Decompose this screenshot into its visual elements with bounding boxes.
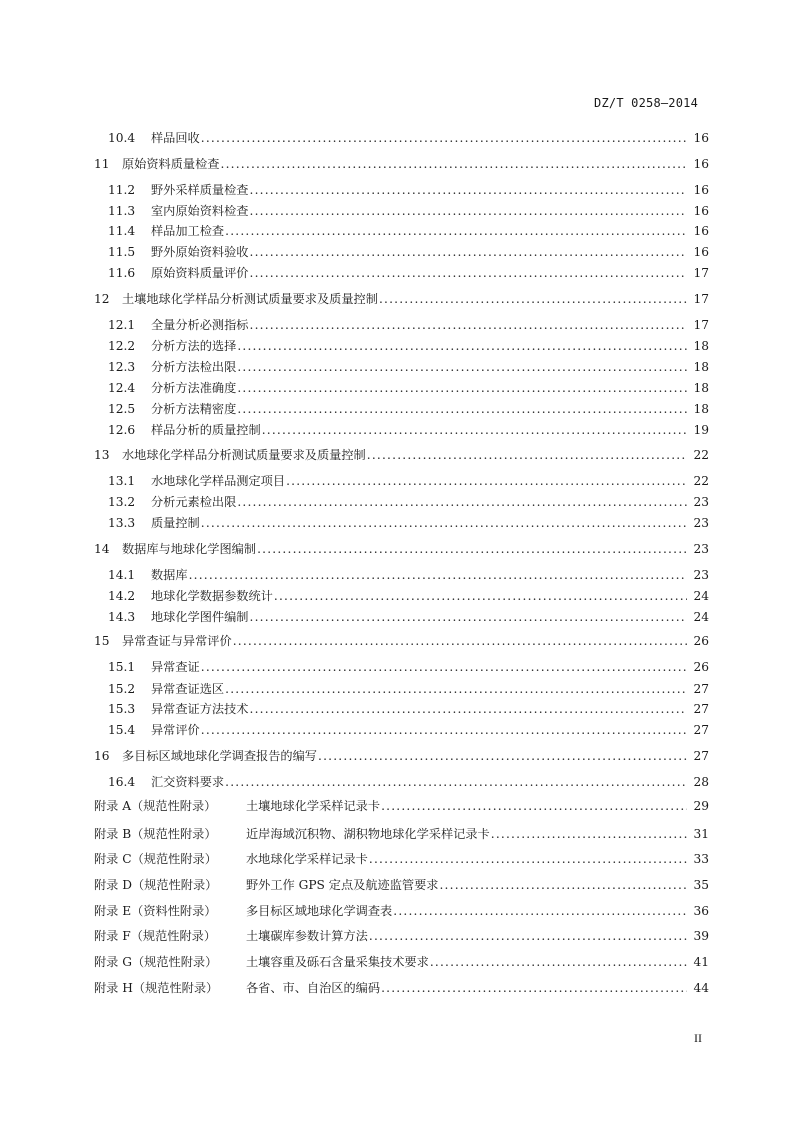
toc-entry[interactable] <box>0 400 792 418</box>
toc-entry-page: 23 <box>693 495 709 509</box>
dot-leader <box>237 400 687 418</box>
dot-leader <box>250 608 688 626</box>
toc-entry-page: 29 <box>693 799 709 813</box>
toc-entry-title: 分析方法检出限 <box>151 360 237 374</box>
toc-entry-title: 土壤碳库参数计算方法 <box>246 929 368 943</box>
toc-entry-title: 汇交资料要求 <box>151 775 225 789</box>
toc-appendix-entry[interactable] <box>0 979 792 997</box>
toc-appendix-entry[interactable] <box>0 927 792 945</box>
toc-entry-number: 12.4 <box>108 381 136 395</box>
toc-entry-title: 原始资料质量检查 <box>122 157 220 171</box>
toc-entry-number: 12.6 <box>108 423 136 437</box>
toc-entry[interactable] <box>0 290 792 308</box>
toc-entry-title: 水地球化学采样记录卡 <box>246 852 368 866</box>
toc-entry-page: 17 <box>693 318 709 332</box>
toc-entry[interactable] <box>0 181 792 199</box>
toc-entry[interactable] <box>0 747 792 765</box>
toc-entry[interactable] <box>0 446 792 464</box>
toc-entry-title: 数据库 <box>151 568 188 582</box>
toc-entry-number: 11.3 <box>108 204 136 218</box>
toc-entry-number: 附录 H（规范性附录） <box>94 981 219 995</box>
toc-entry-page: 22 <box>693 474 709 488</box>
toc-entry-title: 异常查证方法技术 <box>151 702 249 716</box>
toc-entry-number: 11.6 <box>108 266 136 280</box>
toc-entry-title: 原始资料质量评价 <box>151 266 249 280</box>
toc-entry-page: 33 <box>693 852 709 866</box>
toc-entry[interactable] <box>0 540 792 558</box>
toc-entry-page: 16 <box>693 204 709 218</box>
dot-leader <box>201 721 687 739</box>
toc-entry-number: 附录 C（规范性附录） <box>94 852 217 866</box>
toc-entry-number: 16 <box>94 749 110 763</box>
dot-leader <box>250 243 688 261</box>
toc-entry-number: 16.4 <box>108 775 136 789</box>
toc-entry-title: 地球化学数据参数统计 <box>151 589 273 603</box>
toc-entry[interactable] <box>0 316 792 334</box>
toc-entry-page: 16 <box>693 183 709 197</box>
toc-entry-number: 附录 B（规范性附录） <box>94 827 217 841</box>
dot-leader <box>237 379 687 397</box>
dot-leader <box>237 337 687 355</box>
dot-leader <box>367 446 687 464</box>
toc-entry-page: 26 <box>693 660 709 674</box>
toc-entry-title: 野外原始资料验收 <box>151 245 249 259</box>
dot-leader <box>201 129 687 147</box>
toc-entry-page: 27 <box>693 702 709 716</box>
toc-entry[interactable] <box>0 202 792 220</box>
toc-entry[interactable] <box>0 632 792 650</box>
toc-entry-page: 18 <box>693 360 709 374</box>
dot-leader <box>274 587 687 605</box>
toc-entry-number: 15.3 <box>108 702 136 716</box>
toc-entry-title: 地球化学图件编制 <box>151 610 249 624</box>
toc-entry-page: 24 <box>693 589 709 603</box>
toc-entry-page: 17 <box>693 292 709 306</box>
toc-entry-number: 12.1 <box>108 318 136 332</box>
toc-entry-page: 44 <box>693 981 709 995</box>
toc-entry-number: 附录 A（规范性附录） <box>94 799 217 813</box>
dot-leader <box>237 493 687 511</box>
toc-entry-number: 11.5 <box>108 245 136 259</box>
toc-entry[interactable] <box>0 773 792 791</box>
toc-entry-number: 11 <box>94 157 110 171</box>
toc-entry-page: 24 <box>693 610 709 624</box>
dot-leader <box>318 747 687 765</box>
dot-leader <box>381 797 687 815</box>
dot-leader <box>225 680 687 698</box>
toc-appendix-entry[interactable] <box>0 797 792 815</box>
toc-entry-page: 18 <box>693 381 709 395</box>
toc-entry-number: 附录 F（规范性附录） <box>94 929 217 943</box>
toc-entry-title: 土壤容重及砾石含量采集技术要求 <box>246 955 429 969</box>
toc-entry-title: 各省、市、自治区的编码 <box>246 981 381 995</box>
toc-entry-title: 异常查证与异常评价 <box>122 634 232 648</box>
toc-entry-number: 13.3 <box>108 516 136 530</box>
dot-leader <box>225 222 687 240</box>
toc-entry-page: 17 <box>693 266 709 280</box>
toc-entry-number: 10.4 <box>108 131 136 145</box>
toc-appendix-entry[interactable] <box>0 953 792 971</box>
toc-appendix-entry[interactable] <box>0 850 792 868</box>
toc-entry[interactable] <box>0 379 792 397</box>
toc-entry-page: 35 <box>693 878 709 892</box>
toc-entry[interactable] <box>0 587 792 605</box>
toc-entry-title: 水地球化学样品分析测试质量要求及质量控制 <box>122 448 366 462</box>
toc-entry[interactable] <box>0 721 792 739</box>
dot-leader <box>250 316 688 334</box>
dot-leader <box>237 358 687 376</box>
dot-leader <box>381 979 687 997</box>
toc-entry-page: 23 <box>693 542 709 556</box>
dot-leader <box>201 658 687 676</box>
dot-leader <box>262 421 687 439</box>
toc-entry[interactable] <box>0 608 792 626</box>
toc-entry-number: 13.1 <box>108 474 136 488</box>
toc-entry-title: 土壤地球化学样品分析测试质量要求及质量控制 <box>122 292 378 306</box>
toc-entry-number: 13.2 <box>108 495 136 509</box>
toc-entry-title: 分析方法准确度 <box>151 381 237 395</box>
toc-entry[interactable] <box>0 337 792 355</box>
toc-entry-title: 分析元素检出限 <box>151 495 237 509</box>
toc-entry[interactable] <box>0 155 792 173</box>
toc-entry-title: 样品加工检查 <box>151 224 225 238</box>
toc-entry-number: 12.3 <box>108 360 136 374</box>
toc-entry-number: 附录 E（资料性附录） <box>94 904 217 918</box>
dot-leader <box>201 514 687 532</box>
dot-leader <box>250 264 688 282</box>
toc-entry-title: 样品回收 <box>151 131 200 145</box>
toc-entry[interactable] <box>0 680 792 698</box>
toc-entry-page: 27 <box>693 682 709 696</box>
toc-entry[interactable] <box>0 243 792 261</box>
dot-leader <box>257 540 687 558</box>
toc-entry[interactable] <box>0 658 792 676</box>
toc-entry-page: 23 <box>693 516 709 530</box>
toc-entry-page: 16 <box>693 245 709 259</box>
toc-entry-page: 26 <box>693 634 709 648</box>
toc-entry-page: 36 <box>693 904 709 918</box>
toc-entry-title: 水地球化学样品测定项目 <box>151 474 286 488</box>
toc-entry[interactable] <box>0 264 792 282</box>
dot-leader <box>491 825 687 843</box>
dot-leader <box>430 953 687 971</box>
toc-entry-page: 27 <box>693 749 709 763</box>
toc-entry-number: 11.2 <box>108 183 136 197</box>
toc-entry-number: 14.1 <box>108 568 136 582</box>
toc-entry-title: 异常查证 <box>151 660 200 674</box>
toc-entry-number: 附录 G（规范性附录） <box>94 955 218 969</box>
dot-leader <box>250 700 688 718</box>
toc-entry-number: 12.2 <box>108 339 136 353</box>
dot-leader <box>250 181 688 199</box>
toc-entry[interactable] <box>0 566 792 584</box>
toc-entry-title: 数据库与地球化学图编制 <box>122 542 257 556</box>
dot-leader <box>393 902 687 920</box>
toc-entry-page: 27 <box>693 723 709 737</box>
toc-entry-page: 18 <box>693 339 709 353</box>
toc-appendix-entry[interactable] <box>0 876 792 894</box>
toc-entry-page: 16 <box>693 131 709 145</box>
toc-entry-page: 28 <box>693 775 709 789</box>
toc-entry[interactable] <box>0 472 792 490</box>
toc-entry[interactable] <box>0 129 792 147</box>
toc-entry-page: 18 <box>693 402 709 416</box>
toc-entry-number: 15.2 <box>108 682 136 696</box>
toc-entry-number: 14 <box>94 542 110 556</box>
toc-entry-title: 异常评价 <box>151 723 200 737</box>
toc-entry-page: 39 <box>693 929 709 943</box>
toc-entry-title: 样品分析的质量控制 <box>151 423 261 437</box>
dot-leader <box>369 850 687 868</box>
toc-entry-page: 16 <box>693 224 709 238</box>
dot-leader <box>439 876 687 894</box>
toc-entry[interactable] <box>0 493 792 511</box>
toc-entry-number: 15 <box>94 634 110 648</box>
toc-entry-number: 12 <box>94 292 110 306</box>
toc-entry-page: 16 <box>693 157 709 171</box>
toc-entry-title: 多目标区域地球化学调查表 <box>246 904 393 918</box>
document-code-header: DZ/T 0258—2014 <box>594 96 698 110</box>
toc-entry-title: 质量控制 <box>151 516 200 530</box>
dot-leader <box>369 927 687 945</box>
toc-appendix-entry[interactable] <box>0 825 792 843</box>
dot-leader <box>250 202 688 220</box>
toc-entry-number: 15.1 <box>108 660 136 674</box>
toc-entry[interactable] <box>0 421 792 439</box>
toc-entry-title: 全量分析必测指标 <box>151 318 249 332</box>
toc-entry-title: 土壤地球化学采样记录卡 <box>246 799 381 813</box>
toc-entry-number: 12.5 <box>108 402 136 416</box>
toc-entry-title: 多目标区域地球化学调查报告的编写 <box>122 749 317 763</box>
toc-entry-page: 41 <box>693 955 709 969</box>
toc-entry-number: 13 <box>94 448 110 462</box>
toc-entry-title: 近岸海域沉积物、湖积物地球化学采样记录卡 <box>246 827 490 841</box>
toc-entry-title: 异常查证选区 <box>151 682 225 696</box>
toc-entry-number: 11.4 <box>108 224 136 238</box>
dot-leader <box>225 773 687 791</box>
toc-entry-number: 14.3 <box>108 610 136 624</box>
toc-entry[interactable] <box>0 514 792 532</box>
toc-entry[interactable] <box>0 222 792 240</box>
toc-entry[interactable] <box>0 358 792 376</box>
toc-entry-number: 15.4 <box>108 723 136 737</box>
toc-entry-title: 室内原始资料检查 <box>151 204 249 218</box>
toc-entry-title: 分析方法精密度 <box>151 402 237 416</box>
toc-entry-page: 22 <box>693 448 709 462</box>
dot-leader <box>233 632 687 650</box>
toc-entry[interactable] <box>0 700 792 718</box>
toc-appendix-entry[interactable] <box>0 902 792 920</box>
page-number: II <box>694 1031 702 1045</box>
dot-leader <box>379 290 687 308</box>
toc-entry-number: 附录 D（规范性附录） <box>94 878 218 892</box>
toc-entry-title: 分析方法的选择 <box>151 339 237 353</box>
toc-entry-title: 野外工作 GPS 定点及航迹监管要求 <box>246 878 439 892</box>
toc-entry-title: 野外采样质量检查 <box>151 183 249 197</box>
toc-entry-page: 31 <box>693 827 709 841</box>
toc-entry-number: 14.2 <box>108 589 136 603</box>
toc-entry-page: 19 <box>693 423 709 437</box>
dot-leader <box>189 566 687 584</box>
dot-leader <box>221 155 688 173</box>
toc-entry-page: 23 <box>693 568 709 582</box>
dot-leader <box>286 472 687 490</box>
